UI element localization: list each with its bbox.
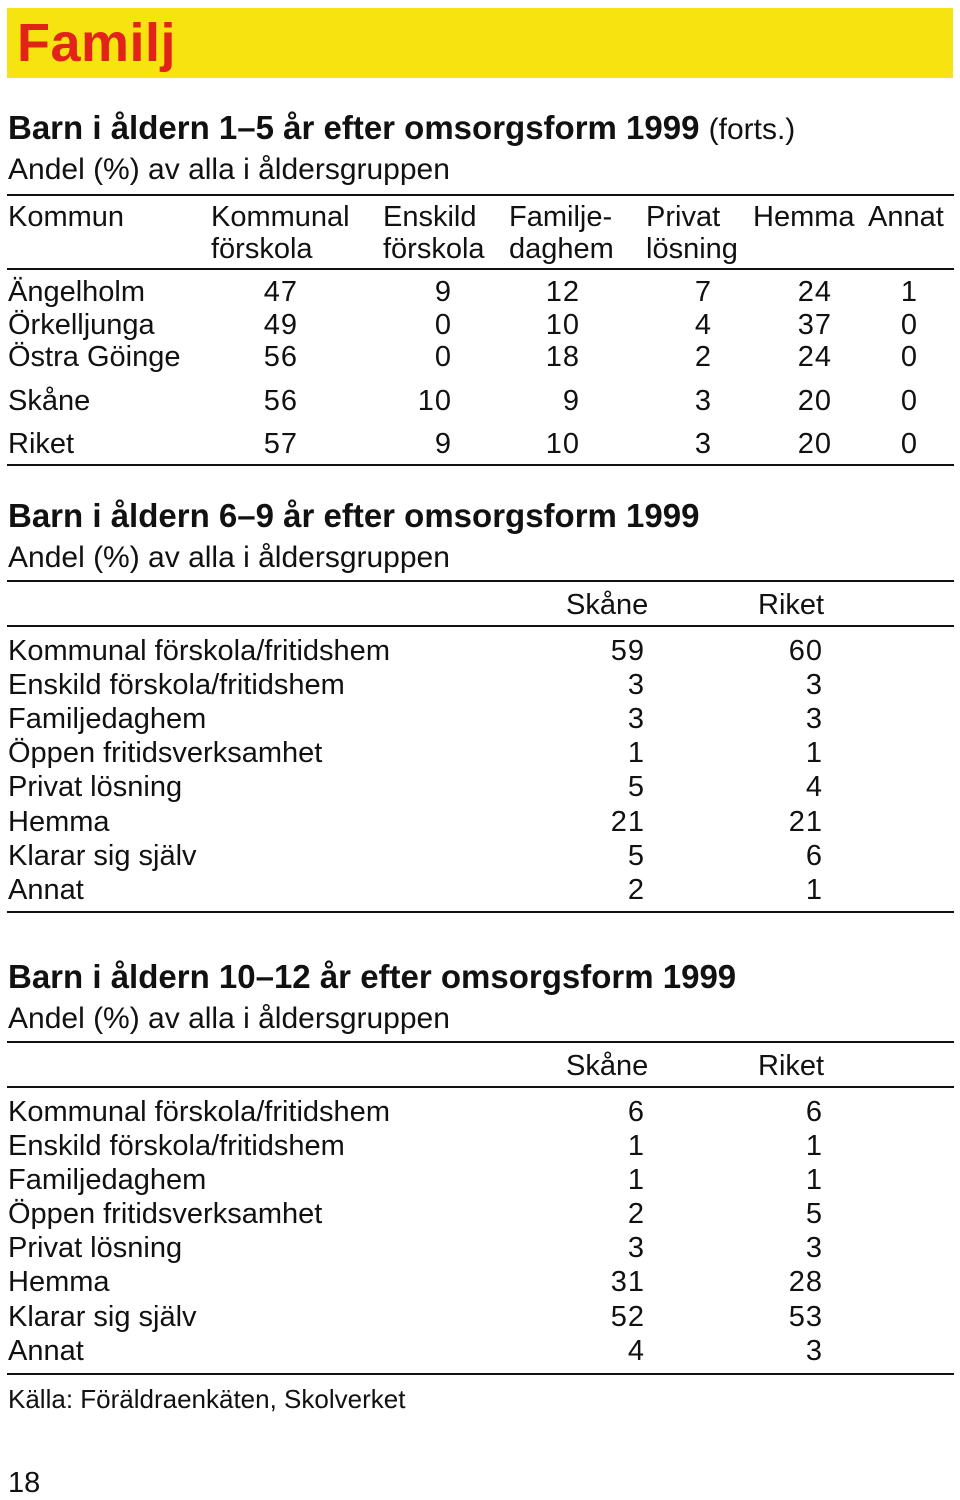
cell: 4 [805, 771, 823, 803]
row-label: Enskild förskola/fritidshem [8, 669, 345, 701]
cell: 10 [417, 385, 452, 417]
table1-header-kommun: Kommun [8, 201, 125, 233]
cell: 52 [610, 1301, 645, 1333]
cell: 1 [805, 737, 823, 769]
cell: 21 [788, 806, 823, 838]
cell: 3 [805, 669, 823, 701]
row-label: Familjedaghem [8, 703, 207, 735]
row-label: Hemma [8, 1266, 110, 1298]
cell: 1 [805, 1164, 823, 1196]
cell: 24 [797, 276, 832, 308]
cell: 31 [610, 1266, 645, 1298]
page-number: 18 [8, 1467, 41, 1499]
section-title: Familj [17, 13, 177, 73]
table1-subtitle: Andel (%) av alla i åldersgruppen [8, 153, 450, 186]
cell: 10 [545, 309, 580, 341]
cell: 3 [805, 703, 823, 735]
cell: 3 [805, 1335, 823, 1367]
table3-title: Barn i åldern 10–12 år efter omsorgsform 1999 [8, 958, 737, 995]
cell: 1 [627, 1164, 645, 1196]
table3-col-riket: Riket [758, 1050, 825, 1082]
table3-bottom-rule [7, 1373, 954, 1375]
table1-header-enskild-2: förskola [383, 233, 485, 265]
cell: 0 [900, 428, 918, 460]
cell: 4 [694, 309, 712, 341]
cell: 10 [545, 428, 580, 460]
cell: 0 [434, 309, 452, 341]
row-label: Kommunal förskola/fritidshem [8, 635, 390, 667]
cell: 0 [900, 341, 918, 373]
cell: 5 [805, 1198, 823, 1230]
cell: 0 [900, 385, 918, 417]
cell: 3 [694, 428, 712, 460]
table2-col-riket: Riket [758, 589, 825, 621]
cell: 47 [263, 276, 298, 308]
table1-bottom-rule [7, 464, 954, 466]
table2-bottom-rule [7, 911, 954, 913]
cell: 21 [610, 806, 645, 838]
table1-header-rule [7, 268, 954, 270]
row-label: Kommunal förskola/fritidshem [8, 1096, 390, 1128]
cell: 37 [797, 309, 832, 341]
cell: 60 [788, 635, 823, 667]
cell: 9 [434, 276, 452, 308]
table1-header-hemma: Hemma [753, 201, 855, 233]
cell: 5 [627, 771, 645, 803]
cell: 1 [805, 874, 823, 906]
row-label: Öppen fritidsverksamhet [8, 1198, 323, 1230]
table1-top-rule [7, 194, 954, 196]
cell: 7 [694, 276, 712, 308]
row-label: Annat [8, 1335, 84, 1367]
cell: 49 [263, 309, 298, 341]
cell: 18 [545, 341, 580, 373]
table2-col-skane: Skåne [566, 589, 649, 621]
row-label: Familjedaghem [8, 1164, 207, 1196]
cell: 2 [627, 1198, 645, 1230]
table1-header-kommunal-1: Kommunal [211, 201, 350, 233]
table3-subtitle: Andel (%) av alla i åldersgruppen [8, 1002, 450, 1035]
row-label: Örkelljunga [8, 309, 155, 341]
table2-subtitle: Andel (%) av alla i åldersgruppen [8, 541, 450, 574]
cell: 3 [627, 703, 645, 735]
table1-title-suffix: (forts.) [708, 113, 796, 146]
cell: 4 [627, 1335, 645, 1367]
table1-header-enskild-1: Enskild [383, 201, 477, 233]
row-label: Öppen fritidsverksamhet [8, 737, 323, 769]
table1-header-kommunal-2: förskola [211, 233, 313, 265]
cell: 2 [694, 341, 712, 373]
row-label: Riket [8, 428, 75, 460]
table2-top-rule [7, 580, 954, 582]
cell: 3 [805, 1232, 823, 1264]
table2-title: Barn i åldern 6–9 år efter omsorgsform 1999 [8, 497, 700, 534]
table1-header-privat-2: lösning [646, 233, 738, 265]
cell: 6 [627, 1096, 645, 1128]
cell: 2 [627, 874, 645, 906]
table2-header-rule [7, 625, 954, 627]
cell: 53 [788, 1301, 823, 1333]
cell: 12 [545, 276, 580, 308]
table3-top-rule [7, 1041, 954, 1043]
table1-title-line [8, 108, 795, 150]
cell: 56 [263, 341, 298, 373]
table1-title: Barn i åldern 1–5 år efter omsorgsform 1999 [8, 109, 700, 146]
source-note: Källa: Föräldraenkäten, Skolverket [8, 1384, 406, 1414]
cell: 3 [694, 385, 712, 417]
cell: 20 [797, 428, 832, 460]
row-label: Östra Göinge [8, 341, 181, 373]
cell: 1 [900, 276, 918, 308]
table1-header-familje-2: daghem [509, 233, 614, 265]
cell: 6 [805, 1096, 823, 1128]
cell: 59 [610, 635, 645, 667]
cell: 57 [263, 428, 298, 460]
row-label: Privat lösning [8, 1232, 183, 1264]
cell: 20 [797, 385, 832, 417]
table3-header-rule [7, 1086, 954, 1088]
table3-col-skane: Skåne [566, 1050, 649, 1082]
cell: 24 [797, 341, 832, 373]
row-label: Klarar sig själv [8, 1301, 197, 1333]
cell: 0 [900, 309, 918, 341]
row-label: Skåne [8, 385, 91, 417]
row-label: Ängelholm [8, 276, 146, 308]
cell: 1 [627, 1130, 645, 1162]
cell: 3 [627, 1232, 645, 1264]
row-label: Hemma [8, 806, 110, 838]
table1-header-familje-1: Familje- [509, 201, 613, 233]
cell: 9 [434, 428, 452, 460]
cell: 9 [562, 385, 580, 417]
cell: 5 [627, 840, 645, 872]
row-label: Privat lösning [8, 771, 183, 803]
cell: 3 [627, 669, 645, 701]
cell: 56 [263, 385, 298, 417]
cell: 0 [434, 341, 452, 373]
row-label: Klarar sig själv [8, 840, 197, 872]
table1-header-privat-1: Privat [646, 201, 721, 233]
row-label: Enskild förskola/fritidshem [8, 1130, 345, 1162]
table1-header-annat: Annat [868, 201, 944, 233]
cell: 6 [805, 840, 823, 872]
cell: 1 [805, 1130, 823, 1162]
cell: 28 [788, 1266, 823, 1298]
row-label: Annat [8, 874, 84, 906]
section-banner [7, 8, 953, 78]
cell: 1 [627, 737, 645, 769]
